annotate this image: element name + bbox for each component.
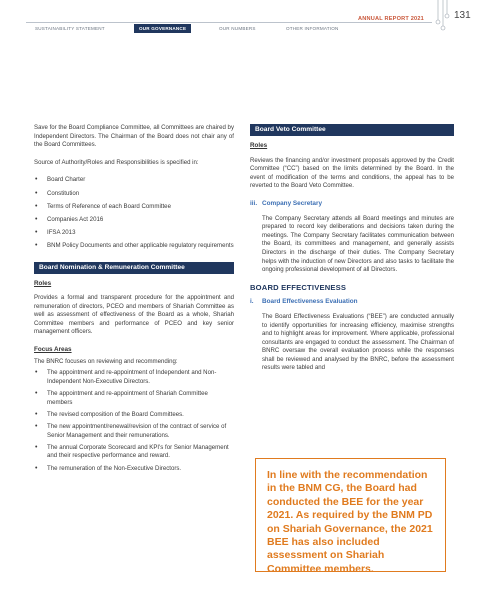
evaluation-text: The Board Effectiveness Evaluations (“BEE”) are conducted annually to identify opportunities for increasing efficiency, maximise strengths and to highlight areas for improvement. Where applicable, professional consultants are engaged to conduct the assessment. The Chairman of BNRC oversaw the overall evaluation process while the responses shall be reviewed and analysed by the BNRC, before the assessment results were tabled and <box>262 312 454 372</box>
section-nav <box>26 22 432 33</box>
nrc-roles-text: Provides a formal and transparent procedure for the appointment and remuneration of directors, PCEO and members of Shariah Committee as well as assessment of effectiveness of the Board as a whole, Shariah Committee members and performance of PCEO and key senior management officers. <box>34 294 234 336</box>
list-item: • The appointment and re-appointment of Independent and Non-Independent Non-Executive Directors. <box>34 369 234 386</box>
committees-intro: Save for the Board Compliance Committee, all Committees are chaired by Independent Directors. The Chairman of the Board does not chair any of the Board Committees. <box>34 124 234 149</box>
circuit-decoration-icon <box>432 0 452 44</box>
secretary-number: iii. <box>250 199 258 207</box>
list-item: • BNM Policy Documents and other applicable regulatory requirements <box>34 242 234 251</box>
list-item: • IFSA 2013 <box>34 229 234 238</box>
nrc-heading: Board Nomination & Remuneration Committee <box>34 262 234 274</box>
right-column <box>250 124 454 373</box>
secretary-title: Company Secretary <box>262 199 323 207</box>
list-item: • Board Charter <box>34 176 234 185</box>
secretary-heading <box>250 200 454 209</box>
secretary-text: The Company Secretary attends all Board meetings and minutes are prepared to record key deliberations and decisions taken during the meetings. The Company Secretary facilitates communication between the Board, its committees and management, and generally assists Directors in the discharge of their duties. The Company Secretary helps with the induction of new Directors and also tasks to facilitate the ongoing professional development of all Directors. <box>262 214 454 274</box>
page-number: 131 <box>454 10 471 21</box>
list-item: • The annual Corporate Scorecard and KPI's for Senior Management and their respective performance and reward. <box>34 444 234 461</box>
focus-areas-label: Focus Areas <box>34 346 72 354</box>
list-item: • Companies Act 2016 <box>34 216 234 225</box>
source-list <box>34 176 234 251</box>
veto-roles-text: Reviews the financing and/or investment proposals approved by the Credit Committee (“CC”) based on the limits determined by the Board. In the event of modification of the terms and conditions, the appeal has to be reverted to the Board Veto Committee. <box>250 156 454 190</box>
evaluation-heading <box>250 298 454 307</box>
list-item: • Terms of Reference of each Board Committee <box>34 203 234 212</box>
list-item: • The revised composition of the Board Committees. <box>34 411 234 420</box>
nav-sustainability-statement[interactable]: SUSTAINABILITY STATEMENT <box>35 26 105 31</box>
evaluation-title: Board Effectiveness Evaluation <box>262 298 358 306</box>
board-effectiveness-heading: BOARD EFFECTIVENESS <box>250 282 347 292</box>
nav-our-governance[interactable]: OUR GOVERNANCE <box>134 24 191 33</box>
left-column <box>34 124 234 477</box>
list-item: • The appointment and re-appointment of Shariah Committee members <box>34 390 234 407</box>
nrc-roles-label: Roles <box>34 279 52 287</box>
focus-intro: The BNRC focuses on reviewing and recommending: <box>34 357 178 365</box>
bee-callout-box <box>255 458 446 575</box>
evaluation-number: i. <box>250 298 254 306</box>
nav-other-information[interactable]: OTHER INFORMATION <box>286 26 339 31</box>
nav-our-numbers[interactable]: OUR NUMBERS <box>219 26 256 31</box>
source-of-authority: Source of Authority/Roles and Responsibilities is specified in: <box>34 158 199 166</box>
focus-list <box>34 369 234 473</box>
list-item: • Constitution <box>34 190 234 199</box>
list-item: • The new appointment/renewal/revision of the contract of service of Senior Management and their remunerations. <box>34 423 234 440</box>
annual-report-label: ANNUAL REPORT 2021 <box>358 16 424 22</box>
list-item: • The remuneration of the Non-Executive Directors. <box>34 465 234 474</box>
veto-roles-label: Roles <box>250 142 268 149</box>
bee-callout-text: In line with the recommendation in the BNM CG, the Board had conducted the BEE for the year 2021. As required by the BNM PD on Shariah Governance, the 2021 BEE has also included assessment on Shariah Committee members. <box>267 469 433 575</box>
veto-heading: Board Veto Committee <box>250 124 454 136</box>
